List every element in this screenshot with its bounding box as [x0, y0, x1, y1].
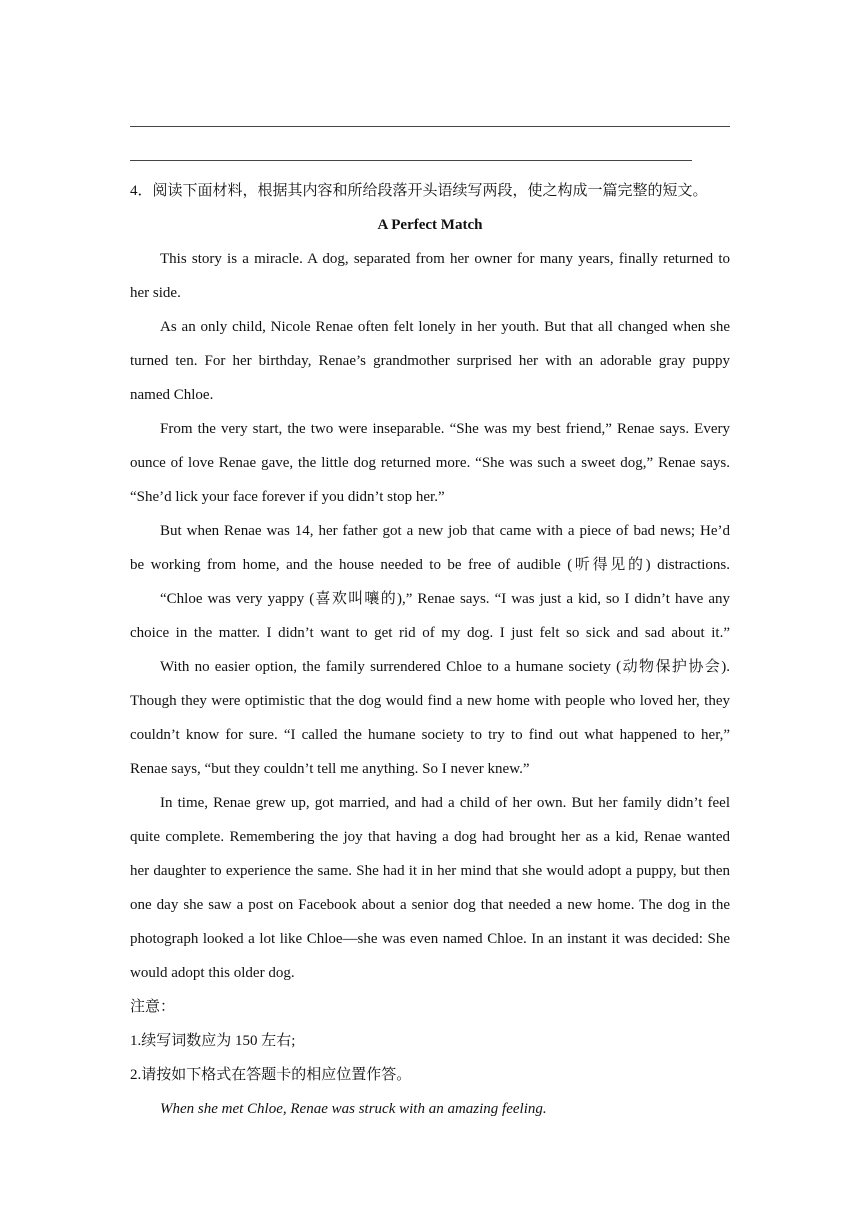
note-word-count: 1.续写词数应为 150 左右;	[130, 1033, 296, 1049]
answer-line-1	[130, 126, 730, 127]
passage-line: her daughter to experience the same. She had it in her mind that she would adopt a puppy, but then	[130, 863, 730, 879]
passage-line: photograph looked a lot like Chloe—she was even named Chloe. In an instant it was decided: She	[130, 931, 730, 947]
passage-line: choice in the matter. I didn’t want to get rid of my dog. I just felt so sick and sad about it.”	[130, 625, 730, 641]
question-header: 4．阅读下面材料，根据其内容和所给段落开头语续写两段，使之构成一篇完整的短文。	[130, 183, 708, 199]
note-format: 2.请按如下格式在答题卡的相应位置作答。	[130, 1067, 412, 1083]
notes-label: 注意：	[130, 999, 176, 1015]
passage-line: Though they were optimistic that the dog would find a new home with people who loved her, they	[130, 693, 730, 709]
passage-line: Renae says, “but they couldn’t tell me anything. So I never knew.”	[130, 761, 530, 777]
passage-line: quite complete. Remembering the joy that having a dog had brought her as a kid, Renae wanted	[130, 829, 730, 845]
passage-line: This story is a miracle. A dog, separated from her owner for many years, finally returned to	[160, 251, 730, 267]
passage-line: named Chloe.	[130, 387, 214, 403]
passage-line: would adopt this older dog.	[130, 965, 295, 981]
passage-line: ounce of love Renae gave, the little dog returned more. “She was such a sweet dog,” Renae says.	[130, 455, 730, 471]
passage-line: “Chloe was very yappy (喜欢叫嚷的),” Renae says. “I was just a kid, so I didn’t have any	[160, 591, 730, 607]
passage-line: her side.	[130, 285, 181, 301]
document-body	[130, 174, 730, 1126]
passage-line: From the very start, the two were inseparable. “She was my best friend,” Renae says. Every	[160, 421, 730, 437]
continuation-opening: When she met Chloe, Renae was struck with an amazing feeling.	[160, 1101, 547, 1117]
passage-line: couldn’t know for sure. “I called the humane society to try to find out what happened to her,”	[130, 727, 730, 743]
passage-line: turned ten. For her birthday, Renae’s grandmother surprised her with an adorable gray puppy	[130, 353, 730, 369]
passage-line: As an only child, Nicole Renae often felt lonely in her youth. But that all changed when she	[160, 319, 730, 335]
passage-line: But when Renae was 14, her father got a new job that came with a piece of bad news; He’d	[160, 523, 730, 539]
passage	[130, 242, 730, 990]
answer-line-2	[130, 160, 692, 161]
passage-line: “She’d lick your face forever if you didn’t stop her.”	[130, 489, 445, 505]
passage-line: one day she saw a post on Facebook about a senior dog that needed a new home. The dog in the	[130, 897, 730, 913]
passage-title: A Perfect Match	[377, 217, 483, 233]
passage-line: In time, Renae grew up, got married, and had a child of her own. But her family didn’t feel	[160, 795, 730, 811]
passage-line: With no easier option, the family surrendered Chloe to a humane society (动物保护协会).	[160, 659, 730, 675]
passage-line: be working from home, and the house needed to be free of audible (听得见的) distractions.	[130, 557, 730, 573]
